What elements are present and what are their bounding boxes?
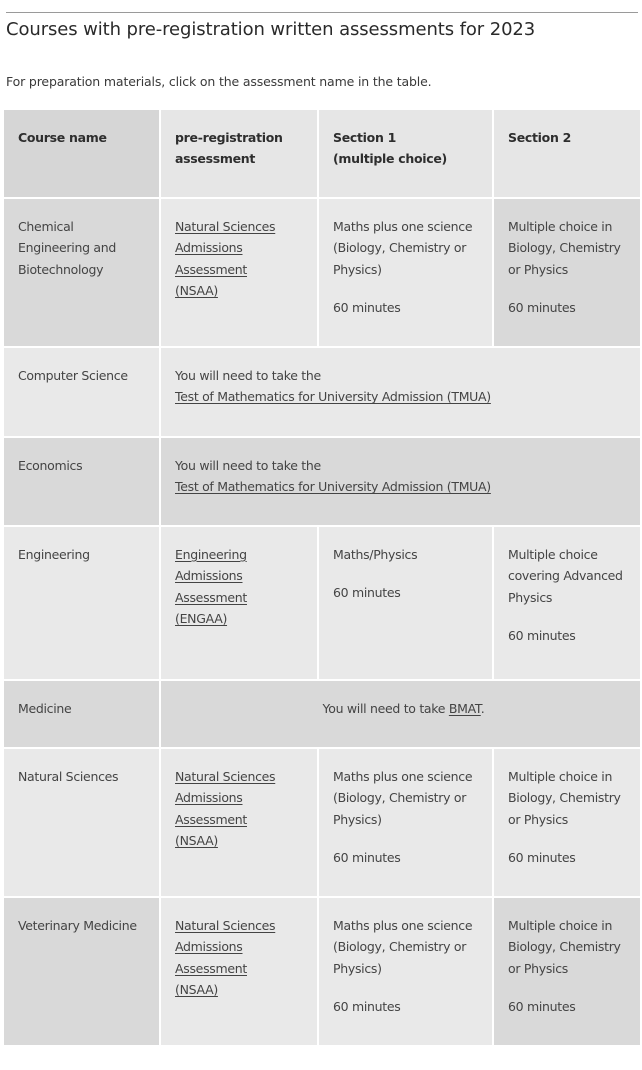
section-2-text: Multiple choice in Biology, Chemistry or Physics [508, 918, 621, 976]
section-2-cell [494, 749, 640, 896]
table-row [4, 199, 640, 346]
section-1-duration: 60 minutes [333, 999, 401, 1015]
section-1-duration: 60 minutes [333, 850, 401, 866]
section-1-cell [319, 199, 492, 346]
course-name-cell: Natural Sciences [4, 749, 159, 896]
assessment-cell [161, 898, 317, 1045]
course-name-cell: Chemical Engineering and Biotechnology [4, 199, 159, 346]
nsaa-link[interactable]: Natural Sciences Admissions Assessment (NSAA) [175, 219, 276, 299]
table-row [4, 749, 640, 896]
tmua-link[interactable]: Test of Mathematics for University Admission (TMUA) [175, 389, 491, 405]
section-1-text: Maths plus one science (Biology, Chemistry or Physics) [333, 769, 473, 827]
section-2-text: Multiple choice in Biology, Chemistry or Physics [508, 219, 621, 277]
section-1-cell [319, 898, 492, 1045]
assessment-cell [161, 749, 317, 896]
section-2-cell [494, 199, 640, 346]
course-name-cell: Veterinary Medicine [4, 898, 159, 1045]
requirement-text: You will need to take the [175, 368, 321, 383]
assessment-cell [161, 438, 640, 525]
table-row [4, 527, 640, 679]
section-1-duration: 60 minutes [333, 300, 401, 316]
course-name-cell: Economics [4, 438, 159, 525]
section-2-cell [494, 527, 640, 679]
header-section-1: Section 1 (multiple choice) [319, 110, 492, 197]
requirement-suffix: . [480, 701, 485, 716]
section-2-duration: 60 minutes [508, 300, 576, 316]
section-2-duration: 60 minutes [508, 850, 576, 866]
section-1-text: Maths plus one science (Biology, Chemistry or Physics) [333, 219, 473, 277]
header-section-2: Section 2 [494, 110, 640, 197]
header-assessment: pre-registration assessment [161, 110, 317, 197]
nsaa-link[interactable]: Natural Sciences Admissions Assessment (NSAA) [175, 918, 276, 998]
table-row [4, 898, 640, 1045]
table-row [4, 681, 640, 747]
course-name-cell: Medicine [4, 681, 159, 747]
assessment-cell [161, 348, 640, 436]
section-1-cell [319, 749, 492, 896]
nsaa-link[interactable]: Natural Sciences Admissions Assessment (NSAA) [175, 769, 276, 849]
course-name-cell: Engineering [4, 527, 159, 679]
section-1-cell [319, 527, 492, 679]
requirement-text: You will need to take the [175, 458, 321, 473]
assessment-cell [161, 681, 640, 747]
assessments-table [4, 110, 640, 1047]
section-1-text: Maths/Physics [333, 547, 418, 562]
bmat-link[interactable]: BMAT [448, 701, 481, 716]
section-1-duration: 60 minutes [333, 585, 401, 601]
section-2-duration: 60 minutes [508, 628, 576, 644]
table-header-row [4, 110, 640, 197]
section-2-text: Multiple choice covering Advanced Physics [508, 547, 623, 605]
tmua-link[interactable]: Test of Mathematics for University Admission (TMUA) [175, 479, 491, 495]
table-row [4, 438, 640, 525]
header-course-name: Course name [4, 110, 159, 197]
section-1-text: Maths plus one science (Biology, Chemistry or Physics) [333, 918, 473, 976]
section-2-text: Multiple choice in Biology, Chemistry or Physics [508, 769, 621, 827]
table-row [4, 348, 640, 436]
intro-text: For preparation materials, click on the assessment name in the table. [6, 74, 432, 89]
assessment-cell [161, 199, 317, 346]
page-title: Courses with pre-registration written assessments for 2023 [6, 19, 536, 40]
assessment-cell [161, 527, 317, 679]
engaa-link[interactable]: Engineering Admissions Assessment (ENGAA) [175, 547, 247, 627]
requirement-text: You will need to take [322, 701, 446, 716]
course-name-cell: Computer Science [4, 348, 159, 436]
top-divider [6, 12, 638, 13]
section-2-cell [494, 898, 640, 1045]
section-2-duration: 60 minutes [508, 999, 576, 1015]
